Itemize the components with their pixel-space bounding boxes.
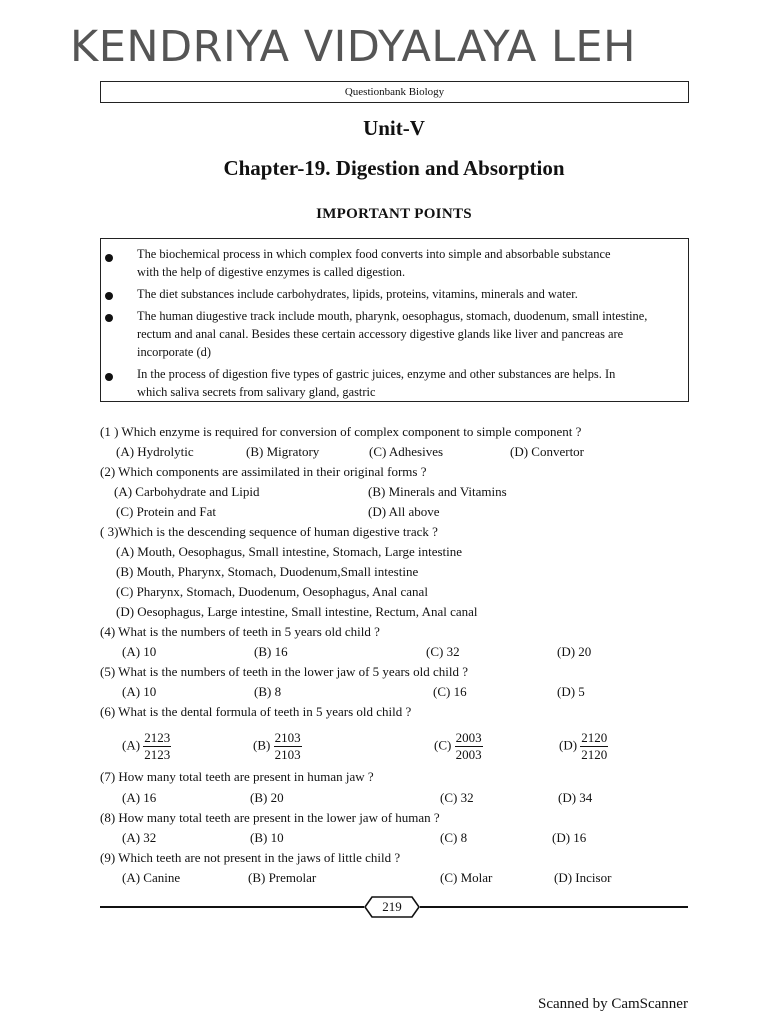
point-line: which saliva secrets from salivary gland, gastric [137, 385, 376, 399]
question-text: (7) How many total teeth are present in human jaw ? [100, 769, 374, 784]
option: (C) 16 [433, 684, 467, 699]
fraction-option [122, 730, 171, 763]
question-text: (6) What is the dental formula of teeth in 5 years old child ? [100, 704, 412, 719]
fraction-option [253, 730, 302, 763]
option-label: (C) [434, 737, 452, 753]
option: (A) 16 [122, 790, 157, 805]
unit-heading: Unit-V [363, 116, 425, 140]
option: (B) 16 [254, 644, 288, 659]
point-line: The biochemical process in which complex food converts into simple and absorbable substance [137, 247, 611, 261]
point-line: with the help of digestive enzymes is called digestion. [137, 265, 406, 279]
questionbank-title: Questionbank Biology [344, 86, 445, 98]
question-text: (4) What is the numbers of teeth in 5 years old child ? [100, 624, 380, 639]
bullet-icon [105, 314, 113, 322]
scanner-watermark: Scanned by CamScanner [538, 996, 688, 1012]
fraction-numerator: 2003 [455, 730, 482, 745]
fraction-numerator: 2120 [581, 730, 608, 745]
option-label: (D) [559, 737, 578, 753]
point-item [137, 285, 689, 303]
page-number: 219 [382, 899, 402, 914]
bullet-icon [105, 373, 113, 381]
fraction-denominator: 2120 [581, 747, 608, 762]
dental-formula-fraction [274, 730, 302, 763]
option: (A) 10 [122, 684, 157, 699]
fraction-option [434, 730, 483, 763]
question-text: ( 3)Which is the descending sequence of human digestive track ? [100, 524, 438, 539]
option-label: (A) [122, 737, 141, 753]
option: (A) 10 [122, 644, 157, 659]
questionbank-title-box [100, 81, 689, 103]
option: (D) 34 [558, 790, 593, 805]
option: (B) 20 [250, 790, 284, 805]
bullet-icon [105, 254, 113, 262]
option: (A) Carbohydrate and Lipid [114, 484, 260, 499]
fraction-option [559, 730, 608, 763]
question-text: (5) What is the numbers of teeth in the lower jaw of 5 years old child ? [100, 664, 468, 679]
option: (A) Canine [122, 870, 181, 885]
option: (A) 32 [122, 830, 157, 845]
point-item [137, 307, 689, 361]
question-text: (9) Which teeth are not present in the jaws of little child ? [100, 850, 401, 865]
fraction-denominator: 2003 [455, 747, 482, 762]
option: (C) Molar [440, 870, 493, 885]
option: (A) Hydrolytic [116, 444, 194, 459]
option: (B) Premolar [248, 870, 317, 885]
important-points-heading: IMPORTANT POINTS [316, 206, 472, 222]
point-line: incorporate (d) [137, 345, 211, 359]
option: (D) 16 [552, 830, 587, 845]
fraction-denominator: 2103 [274, 747, 301, 762]
option: (C) Protein and Fat [116, 504, 217, 519]
fraction-numerator: 2103 [274, 730, 301, 745]
option: (B) Mouth, Pharynx, Stomach, Duodenum,Small intestine [116, 564, 419, 579]
option: (C) 8 [440, 830, 468, 845]
option: (D) Convertor [510, 444, 585, 459]
bullet-icon [105, 292, 113, 300]
option: (B) Migratory [246, 444, 320, 459]
option: (B) 10 [250, 830, 284, 845]
option: (B) 8 [254, 684, 282, 699]
question-text: (8) How many total teeth are present in the lower jaw of human ? [100, 810, 440, 825]
option: (C) 32 [440, 790, 474, 805]
point-item [137, 245, 689, 281]
point-line: rectum and anal canal. Besides these certain accessory digestive glands like liver and pancreas are [137, 327, 624, 341]
point-line: In the process of digestion five types of gastric juices, enzyme and other substances are helps. In [137, 367, 616, 381]
school-name: KENDRIYA VIDYALAYA LEH [70, 22, 636, 72]
option: (D) 20 [557, 644, 592, 659]
option: (C) Pharynx, Stomach, Duodenum, Oesophagus, Anal canal [116, 584, 428, 599]
question-text: (2) Which components are assimilated in their original forms ? [100, 464, 427, 479]
point-item [137, 365, 689, 401]
important-points-box [100, 238, 689, 402]
fraction-numerator: 2123 [144, 730, 171, 745]
option: (C) Adhesives [369, 444, 444, 459]
option: (A) Mouth, Oesophagus, Small intestine, Stomach, Large intestine [116, 544, 463, 559]
option-label: (B) [253, 737, 271, 753]
chapter-heading: Chapter-19. Digestion and Absorption [223, 156, 565, 180]
point-line: The diet substances include carbohydrates, lipids, proteins, vitamins, minerals and water. [137, 287, 578, 301]
option: (C) 32 [426, 644, 460, 659]
option: (D) All above [368, 504, 440, 519]
dental-formula-fraction [580, 730, 608, 763]
fraction-denominator: 2123 [144, 747, 171, 762]
option: (D) 5 [557, 684, 585, 699]
point-line: The human diugestive track include mouth, pharynk, oesophagus, stomach, duodenum, small intestine, [137, 309, 648, 323]
dental-formula-fraction [455, 730, 483, 763]
dental-formula-fraction [143, 730, 171, 763]
option: (B) Minerals and Vitamins [368, 484, 507, 499]
question-text: (1 ) Which enzyme is required for conversion of complex component to simple component ? [100, 424, 582, 439]
option: (D) Incisor [554, 870, 612, 885]
option: (D) Oesophagus, Large intestine, Small intestine, Rectum, Anal canal [116, 604, 478, 619]
